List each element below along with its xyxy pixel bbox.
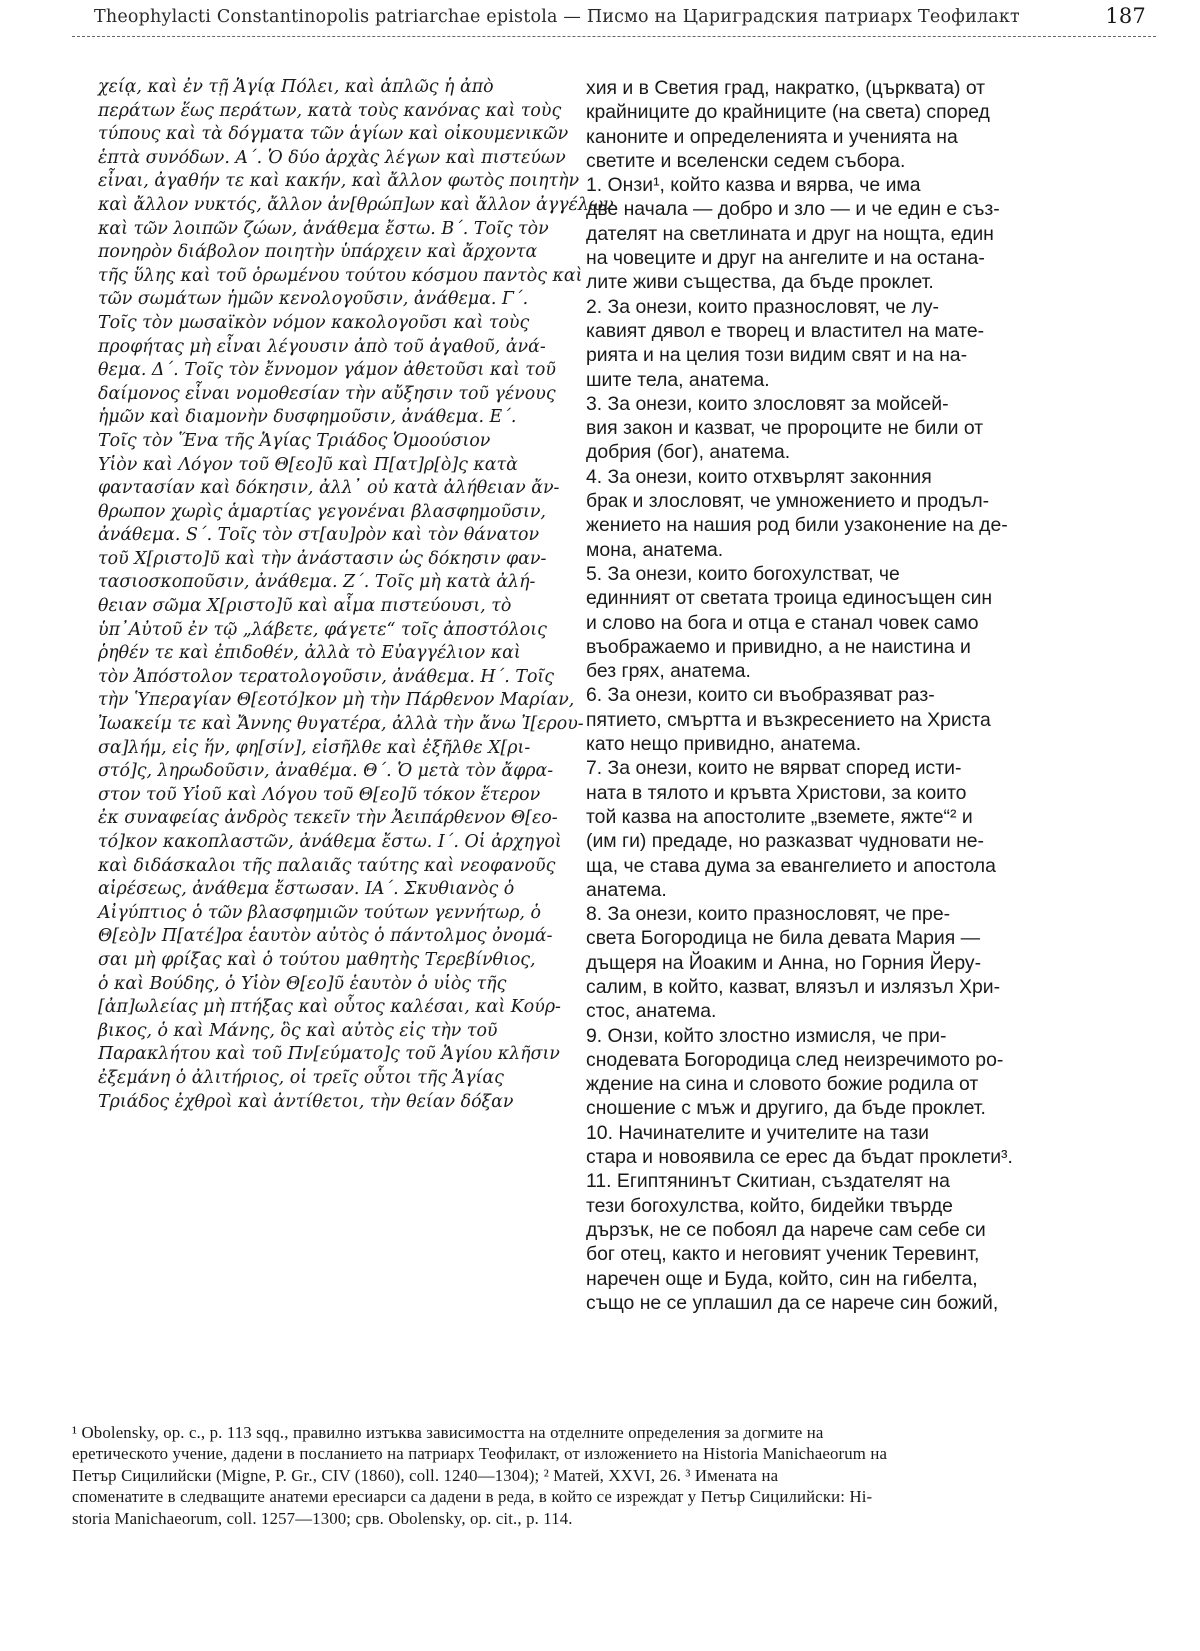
greek-text-line: Παρακλήτου καὶ τοῦ Πν[εύματο]ς τοῦ Ἁγίου κλῆσιν (98, 1044, 560, 1065)
greek-text-line: Τριάδος ἐχθροὶ καὶ ἀντίθετοι, τὴν θείαν δόξαν (98, 1091, 514, 1112)
greek-text-line: ῥηθέν τε καὶ ἐπιδοθέν, ἀλλὰ τὸ Εὐαγγέλιον καὶ (98, 643, 521, 664)
bulgarian-text-line: на човеците и друг на ангелите и на остана- (586, 247, 985, 270)
bulgarian-text-line: той казва на апостолите „вземете, яжте“² и (586, 805, 973, 828)
bulgarian-text-line: брак и злословят, че умножението и продъл- (586, 490, 990, 513)
greek-text-line: καὶ διδάσκαλοι τῆς παλαιᾶς ταύτης καὶ νεοφανοῦς (98, 855, 556, 876)
greek-text-column (98, 76, 614, 1114)
footnote-line: еретическото учение, дадени в посланието на патриарх Теофилакт, от изложението на Historia Manichaeorum на (72, 1444, 888, 1464)
bulgarian-text-line: 10. Начинателите и учителите на тази (586, 1121, 929, 1144)
greek-text-line: σα]λήμ, εἰς ἥν, φη[σίν], εἰσῆλθε καὶ ἐξῆλθε Χ[ρι- (98, 737, 531, 758)
greek-text-line: ἡμῶν καὶ διαμονὴν δυσφημοῦσιν, ἀνάθεμα. Ε΄. (98, 407, 517, 428)
bulgarian-text-line: 9. Онзи, който злостно измисля, че при- (586, 1024, 947, 1047)
greek-text-line: [ἀπ]ωλείας μὴ πτήξας καὶ οὗτος καλέσαι, καὶ Κούρ- (98, 997, 561, 1018)
greek-text-line: ἑπτὰ συνόδων. Α΄. Ὁ δύο ἀρχὰς λέγων καὶ πιστεύων (98, 147, 566, 168)
greek-text-line: προφήτας μὴ εἶναι λέγουσιν ἀπὸ τοῦ ἀγαθοῦ, ἀνά- (98, 336, 546, 357)
bulgarian-text-line: ждение на сина и словото божие родила от (586, 1073, 979, 1096)
greek-text-line: ὑπ᾽Αὐτοῦ ἐν τῷ „λάβετε, φάγετε“ τοῖς ἀποστόλοις (98, 619, 547, 640)
bulgarian-text-line: 7. За онези, които не вярват според исти- (586, 757, 962, 780)
greek-text-line: Ἰωακείμ τε καὶ Ἄννης θυγατέρα, ἀλλὰ τὴν ἄνω Ἰ[ερου- (98, 714, 584, 735)
bulgarian-text-line: две начала — добро и зло — и че един е съз- (586, 198, 1000, 221)
greek-text-line: περάτων ἕως περάτων, κατὰ τοὺς κανόνας καὶ τοὺς (98, 100, 562, 121)
bulgarian-text-line: света Богородица не била девата Мария — (586, 927, 980, 950)
greek-text-line: Υἱὸν καὶ Λόγον τοῦ Θ[εο]ῦ καὶ Π[ατ]ρ[ὸ]ς κατὰ (98, 454, 518, 475)
greek-text-line: εἶναι, ἀγαθήν τε καὶ κακήν, καὶ ἄλλον φωτὸς ποιητὴν (98, 171, 580, 192)
bulgarian-text-line: 5. За онези, които богохулстват, че (586, 562, 900, 585)
bulgarian-text-line: стос, анатема. (586, 1000, 717, 1023)
greek-text-line: ὁ καὶ Βούδης, ὁ Υἱὸν Θ[εο]ῦ ἑαυτὸν ὁ υἱὸς τῆς (98, 973, 507, 994)
greek-text-line: τὸν Ἀπόστολον τερατολογοῦσιν, ἀνάθεμα. Η΄. Τοῖς (98, 666, 554, 687)
bulgarian-text-line: ната в тялото и кръвта Христови, за които (586, 781, 967, 804)
bulgarian-text-line: (им ги) предаде, но разказват чудновати не- (586, 830, 985, 853)
bulgarian-text-line: лите живи същества, да бъде проклет. (586, 271, 934, 294)
bulgarian-text-line: добрия (бог), анатема. (586, 441, 791, 464)
footnote-line: Петър Сицилийски (Migne, P. Gr., CIV (1860), coll. 1240—1304); ² Матей, XXVI, 26. ³ Имената на (72, 1465, 779, 1485)
bulgarian-text-line: и слово на бога и отца е станал човек само (586, 611, 979, 634)
bulgarian-text-line: светите и вселенски седем събора. (586, 149, 906, 172)
bulgarian-text-line: въображаемо и привидно, а не наистина и (586, 635, 971, 658)
greek-text-line: Τοῖς τὸν μωσαϊκὸν νόμον κακολογοῦσι καὶ τοὺς (98, 312, 530, 333)
greek-text-line: Αἰγύπτιος ὁ τῶν βλασφημιῶν τούτων γεννήτωρ, ὁ (98, 902, 541, 923)
bulgarian-text-line: вия закон и казват, че пророците не били от (586, 417, 984, 440)
footnote-line: storia Manichaeorum, coll. 1257—1300; срв. Obolensky, op. cit., p. 114. (72, 1508, 573, 1528)
header-rule (72, 36, 1156, 37)
greek-text-line: ἀνάθεμα. S΄. Τοῖς τὸν στ[αυ]ρὸν καὶ τὸν θάνατον (98, 525, 540, 546)
greek-text-line: τῆς ὕλης καὶ τοῦ ὁρωμένου τούτου κόσμου παντὸς καὶ (98, 265, 583, 286)
bulgarian-text-line: крайниците до крайниците (на света) според (586, 101, 990, 124)
bulgarian-text-line: сношение с мъж и другиго, да бъде проклет. (586, 1097, 986, 1120)
bulgarian-text-line: като нещо привидно, анатема. (586, 733, 862, 756)
bulgarian-text-line: 2. За онези, които празнословят, че лу- (586, 295, 940, 318)
footnote-line: ¹ Obolensky, op. c., p. 113 sqq., правилно изтъква зависимостта на отделните определения за догмите на (72, 1423, 824, 1442)
running-title: Theophylacti Constantinopolis patriarchae epistola — Писмо на Цариградския патриарх Теофилакт (94, 7, 1020, 27)
bulgarian-text-line: шите тела, анатема. (586, 368, 770, 391)
greek-text-line: τῶν σωμάτων ἡμῶν κενολογοῦσιν, ἀνάθεμα. Γ΄. (98, 289, 529, 310)
greek-text-line: αἱρέσεως, ἀνάθεμα ἔστωσαν. ΙΑ΄. Σκυθιανὸς ὁ (98, 879, 515, 900)
bulgarian-text-line: също не се уплашил да се нарече син божий, (586, 1291, 999, 1314)
bulgarian-text-line: пятието, смъртта и възкресението на Христа (586, 708, 991, 731)
bulgarian-text-line: 3. За онези, които злословят за мойсей- (586, 392, 949, 415)
bulgarian-text-line: дателят на светлината и друг на нощта, един (586, 222, 994, 245)
greek-text-line: δαίμονος εἶναι νομοθεσίαν τὴν αὔξησιν τοῦ γένους (98, 383, 556, 404)
bulgarian-text-line: 6. За онези, които си въобразяват раз- (586, 684, 935, 707)
bulgarian-text-line: снодевата Богородица след неизречимото ро- (586, 1048, 1004, 1071)
bulgarian-text-line: рията и на целия този видим свят и на на- (586, 344, 968, 367)
bulgarian-text-line: единният от светата троица единосъщен син (586, 587, 993, 610)
bulgarian-text-line: дъщеря на Йоаким и Анна, но Горния Йеру- (586, 951, 982, 974)
bulgarian-text-line: кавият дявол е творец и властител на мате- (586, 319, 985, 342)
greek-text-line: τό]κον κακοπλαστῶν, ἀνάθεμα ἔστω. Ι΄. Οἱ ἀρχηγοὶ (98, 832, 562, 852)
greek-text-line: στον τοῦ Υἱοῦ καὶ Λόγου τοῦ Θ[εο]ῦ τόκον ἕτερον (98, 784, 541, 805)
greek-text-line: ἐξεμάνη ὁ ἀλιτήριος, οἱ τρεῖς οὗτοι τῆς Ἁγίας (98, 1067, 504, 1088)
bulgarian-text-line: каноните и определенията и ученията на (586, 125, 958, 148)
greek-text-line: φαντασίαν καὶ δόκησιν, ἀλλ᾽ οὐ κατὰ ἀλήθειαν ἄν- (98, 478, 560, 499)
running-head (72, 0, 1156, 36)
greek-text-line: σαι μὴ φρίξας καὶ ὁ τούτου μαθητὴς Τερεβίνθιος, (98, 949, 536, 970)
bulgarian-text-line: бог отец, както и неговият ученик Теревинт, (586, 1243, 980, 1266)
bulgarian-text-line: 4. За онези, които отхвърлят законния (586, 465, 932, 488)
bulgarian-text-line: тези богохулства, който, бидейки твърде (586, 1194, 953, 1217)
greek-text-line: τοῦ Χ[ριστο]ῦ καὶ τὴν ἀνάστασιν ὡς δόκησιν φαν- (98, 548, 547, 569)
greek-text-line: χείᾳ, καὶ ἐν τῇ Ἁγίᾳ Πόλει, καὶ ἁπλῶς ἡ ἀπὸ (98, 77, 494, 97)
greek-text-line: καὶ ἄλλον νυκτός, ἄλλον ἀν[θρώπ]ων καὶ ἄλλον ἀγγέλων (98, 194, 614, 215)
bulgarian-text-line: мона, анатема. (586, 538, 724, 561)
greek-text-line: τύπους καὶ τὰ δόγματα τῶν ἁγίων καὶ οἰκουμενικῶν (98, 124, 569, 145)
bulgarian-text-line: стара и новоявила се ерес да бъдат проклети³. (586, 1146, 1013, 1169)
footnotes (72, 1422, 1122, 1529)
greek-text-line: τὴν Ὑπεραγίαν Θ[εοτό]κον μὴ τὴν Πάρθενον Μαρίαν, (98, 690, 575, 711)
greek-text-line: πονηρὸν διάβολον ποιητὴν ὑπάρχειν καὶ ἄρχοντα (98, 242, 538, 263)
greek-text-line: ἐκ συναφείας ἀνδρὸς τεκεῖν τὴν Ἀειπάρθενον Θ[εο- (98, 808, 558, 829)
bulgarian-text-line: анатема. (586, 878, 667, 901)
greek-text-line: θειαν σῶμα Χ[ριστο]ῦ καὶ αἷμα πιστεύουσι, τὸ (98, 596, 512, 617)
footnote-line: споменатите в следващите анатеми ересиарси са дадени в реда, в който се изреждат у Петър Сицилийски: Hi- (72, 1487, 873, 1507)
greek-text-line: τασιοσκοποῦσιν, ἀνάθεμα. Ζ΄. Τοῖς μὴ κατὰ ἀλή- (98, 572, 536, 593)
bulgarian-text-line: салим, в който, казват, влязъл и излязъл Хри- (586, 975, 1001, 998)
page-number: 187 (1105, 4, 1146, 28)
greek-text-line: στό]ς, ληρωδοῦσιν, ἀναθέμα. Θ΄. Ὁ μετὰ τὸν ἄφρα- (98, 761, 554, 782)
bulgarian-text-line: дързък, не се побоял да нарече сам себе си (586, 1218, 986, 1241)
greek-text-line: βικος, ὁ καὶ Μάνης, ὃς καὶ αὐτὸς εἰς τὴν τοῦ (98, 1020, 498, 1041)
bulgarian-text-line: наречен още и Буда, който, син на гибелта, (586, 1267, 978, 1290)
greek-text-line: θεμα. Δ΄. Τοῖς τὸν ἔννομον γάμον ἀθετοῦσι καὶ τοῦ (98, 360, 556, 381)
greek-text-line: Θ[εὸ]ν Π[ατέ]ρα ἑαυτὸν αὐτὸς ὁ πάντολμος ὀνομά- (98, 926, 553, 947)
bulgarian-text-line: 8. За онези, които празнословят, че пре- (586, 903, 951, 926)
bulgarian-text-line: без грях, анатема. (586, 660, 751, 683)
greek-text-line: θρωπον χωρὶς ἁμαρτίας γεγονέναι βλασφημοῦσιν, (98, 501, 546, 522)
greek-text-line: Τοῖς τὸν Ἕνα τῆς Ἁγίας Τριάδος Ὁμοούσιον (98, 430, 491, 451)
bulgarian-text-line: 11. Египтянинът Скитиан, създателят на (586, 1170, 950, 1193)
greek-text-line: καὶ τῶν λοιπῶν ζώων, ἀνάθεμα ἔστω. Β΄. Τοῖς τὸν (98, 218, 549, 239)
bulgarian-text-line: ща, че става дума за евангелието и апостола (586, 854, 996, 877)
bulgarian-translation-column (586, 76, 1108, 1315)
bulgarian-text-line: 1. Онзи¹, който казва и вярва, че има (586, 174, 921, 197)
bulgarian-text-line: хия и в Светия град, накратко, (църквата) от (586, 77, 986, 99)
bulgarian-text-line: жението на нашия род били узаконение на де- (586, 514, 1008, 537)
